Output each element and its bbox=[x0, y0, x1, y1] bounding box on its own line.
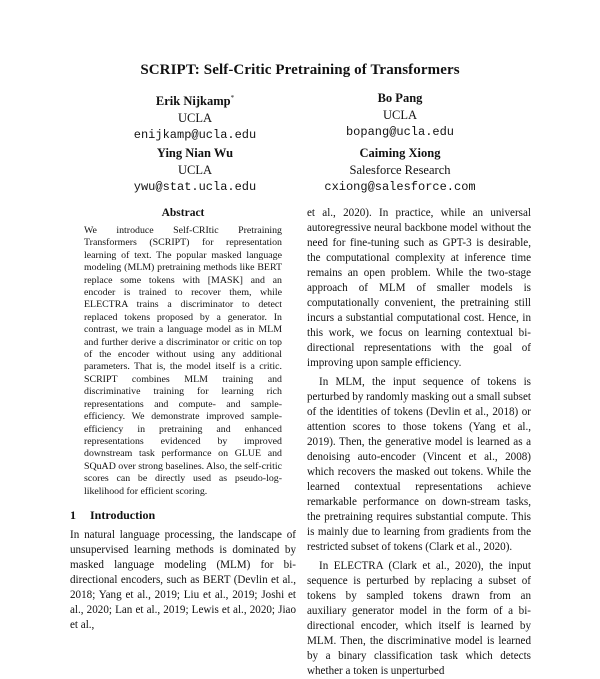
author-name: Ying Nian Wu bbox=[156, 146, 234, 160]
abstract-heading: Abstract bbox=[161, 207, 205, 219]
intro-paragraph-mlm: In MLM, the input sequence of tokens is perturbed by randomly masking out a small subset of the identities of tokens (Devlin et al., 2018) or attention scores to those tokens (Yang et al., 2019). Then, the generative model is learned as a denoising auto-encoder (Vincent et al., 2008) which recovers the masked out tokens. While the learned contextual representations achieve remarkable performance on down-stream tasks, the pretraining requires substantial compute. This is mainly due to learning from gradients from the restricted subset of tokens (Clark et al., 2020). bbox=[307, 376, 531, 553]
author-email: ywu@stat.ucla.edu bbox=[133, 180, 257, 194]
abstract-text: We introduce Self-CRItic Pretraining Transformers (SCRIPT) for representation learning of text. The popular masked language modeling (MLM) pretraining methods like BERT replace some tokens with [MASK] and an encoder is trained to recover them, while ELECTRA trains a discriminator to detect replaced tokens proposed by a generator. In contrast, we train a language model as in MLM and further derive a discriminator or critic on top of the encoder without using any additional parameters. That is, the model itself is a critic. SCRIPT combines MLM training and discriminative training for learning rich representations and compute- and sample-efficiency. We demonstrate improved sample-efficiency in pretraining and enhanced representations evidenced by improved downstream task performance on GLUE and SQuAD over strong baselines. Also, the self-critic scores can be directly used as pseudo-log-likelihood for efficient scoring. bbox=[84, 225, 283, 497]
paper-title: SCRIPT: Self-Critic Pretraining of Transformers bbox=[140, 62, 460, 78]
author-affiliation-marker: * bbox=[230, 94, 235, 102]
right-column bbox=[307, 206, 531, 679]
author-affiliation: UCLA bbox=[177, 111, 213, 126]
author-affiliation: Salesforce Research bbox=[349, 163, 451, 177]
intro-paragraph-1: In natural language processing, the landscape of unsupervised learning methods is dominated by masked language modeling (MLM) for bi-directional encoders, such as BERT (Devlin et al., 2018; Yang et al., 2019; Liu et al., 2019; Joshi et al., 2020; Lan et al., 2019; Lewis et al., 2020; Jiao et al., bbox=[70, 528, 296, 631]
intro-paragraph-continued: et al., 2020). In practice, while an universal autoregressive neural backbone model without the need for fine-tuning such as GPT-3 is desirable, the computational complexity at inference time remains an open problem. While the two-stage approach of MLM of smaller models is computationally convenient, the pretraining still incurs a substantial computational cost. Hence, in this work, we focus on learning contextual bi-directional representations with the goal of improving upon sample efficiency. bbox=[307, 207, 531, 369]
author-email: bopang@ucla.edu bbox=[345, 125, 455, 139]
author-name: Bo Pang bbox=[377, 91, 423, 105]
intro-paragraph-electra: In ELECTRA (Clark et al., 2020), the input sequence is perturbed by replacing a subset of tokens by sampled tokens drawn from an auxiliary generator model in the form of a bi-directional encoder, which itself is learned by MLM. Then, the discriminative model is learned by a binary classification task which detects whether a token is unperturbed bbox=[307, 560, 531, 677]
section-heading-introduction bbox=[70, 508, 296, 523]
abstract-body bbox=[84, 225, 282, 498]
author-name-text: Erik Nijkamp bbox=[155, 94, 231, 109]
author-email: enijkamp@ucla.edu bbox=[133, 128, 257, 143]
author-affiliation: UCLA bbox=[177, 163, 213, 177]
author-name: Caiming Xiong bbox=[359, 146, 441, 160]
section-title: Introduction bbox=[90, 507, 156, 522]
author-block-3 bbox=[80, 145, 310, 196]
author-email: cxiong@salesforce.com bbox=[324, 180, 476, 194]
author-affiliation: UCLA bbox=[382, 108, 418, 122]
author-block-1 bbox=[80, 90, 310, 144]
left-column bbox=[70, 206, 296, 633]
author-name bbox=[80, 90, 310, 110]
section-number: 1 bbox=[70, 507, 76, 522]
author-block-2 bbox=[285, 90, 515, 141]
author-block-4 bbox=[285, 145, 515, 196]
